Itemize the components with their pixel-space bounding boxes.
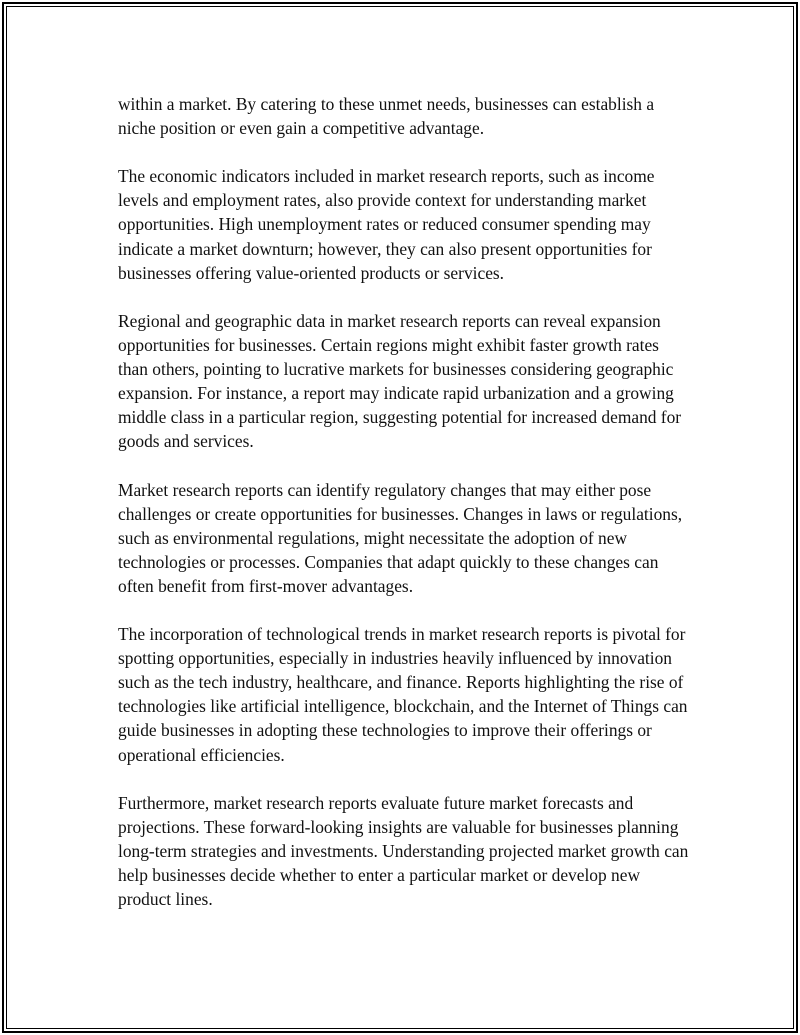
paragraph-market-forecasts: Furthermore, market research reports evaluate future market forecasts and projections. These forward-looking insights are valuable for businesses planning long-term strategies and investments. Understanding projected market growth can help businesses decide whether to enter a particular market or develop new product lines.: [118, 792, 689, 910]
paragraph-regulatory-changes: Market research reports can identify regulatory changes that may either pose challenges or create opportunities for businesses. Changes in laws or regulations, such as environmental regulations, might necessitate the adoption of new technologies or processes. Companies that adapt quickly to these changes can often benefit from first-mover advantages.: [118, 479, 683, 596]
paragraph-regional-data: Regional and geographic data in market research reports can reveal expansion opportunities for businesses. Certain regions might exhibit faster growth rates than others, pointing to lucrative markets for businesses considering geographic expansion. For instance, a report may indicate rapid urbanization and a growing middle class in a particular region, suggesting potential for increased demand for goods and services.: [118, 310, 682, 452]
paragraph-economic-indicators: The economic indicators included in market research reports, such as income levels and employment rates, also provide context for understanding market opportunities. High unemployment rates or reduced consumer spending may indicate a market downturn; however, they can also present opportunities for businesses offering value-oriented products or services.: [118, 166, 655, 283]
paragraph-unmet-needs: within a market. By catering to these unmet needs, businesses can establish a niche position or even gain a competitive advantage.: [118, 94, 655, 139]
paragraph-technological-trends: The incorporation of technological trends in market research reports is pivotal for spotting opportunities, especially in industries heavily influenced by innovation such as the tech industry, healthcare, and finance. Reports highlighting the rise of technologies like artificial intelligence, blockchain, and the Internet of Things can guide businesses in adopting these technologies to improve their offerings or operational efficiencies.: [118, 624, 688, 765]
document-body: [118, 92, 690, 935]
